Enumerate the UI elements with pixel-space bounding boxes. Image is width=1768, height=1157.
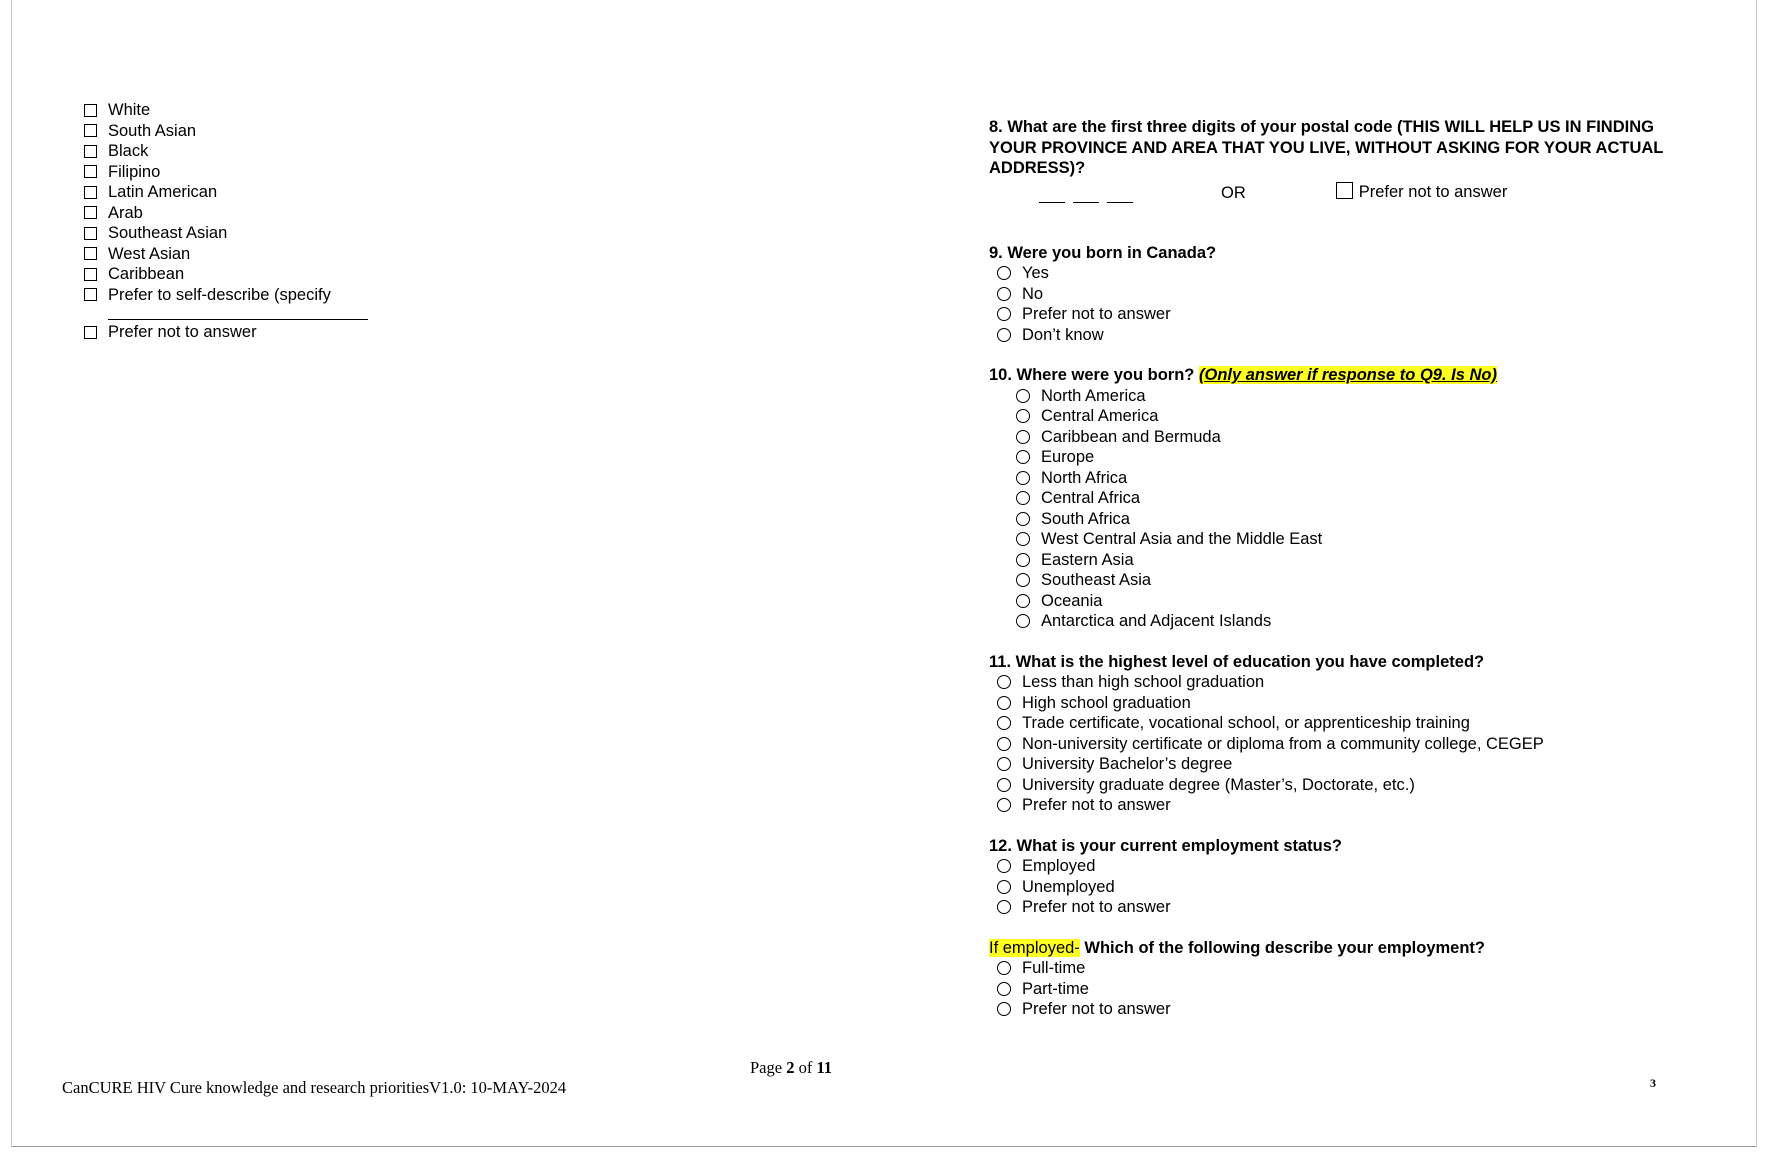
radio-icon[interactable] — [997, 982, 1011, 996]
radio-icon[interactable] — [997, 778, 1011, 792]
q10-option[interactable]: Eastern Asia — [989, 550, 1689, 571]
ethnicity-option[interactable]: Black — [84, 141, 504, 162]
questions-column — [989, 117, 1689, 1020]
q11-option[interactable]: Non-university certificate or diploma from a community college, CEGEP — [989, 734, 1689, 755]
checkbox-icon[interactable] — [84, 104, 97, 117]
q10-option[interactable]: West Central Asia and the Middle East — [989, 529, 1689, 550]
ethnicity-option[interactable]: Caribbean — [84, 264, 504, 285]
checkbox-icon[interactable] — [84, 268, 97, 281]
checkbox-icon[interactable] — [84, 186, 97, 199]
radio-icon[interactable] — [997, 880, 1011, 894]
radio-icon[interactable] — [997, 798, 1011, 812]
radio-icon[interactable] — [997, 287, 1011, 301]
q9-option[interactable]: No — [989, 284, 1689, 305]
radio-icon[interactable] — [1016, 614, 1030, 628]
radio-icon[interactable] — [1016, 409, 1030, 423]
question-9: 9. Were you born in Canada? — [989, 243, 1217, 262]
if-employed-highlight: If employed- — [989, 938, 1080, 957]
q10-option[interactable]: North Africa — [989, 468, 1689, 489]
question-12: 12. What is your current employment status? — [989, 836, 1342, 855]
ethnicity-option[interactable]: Southeast Asian — [84, 223, 504, 244]
postal-digit-1-input[interactable] — [1039, 188, 1065, 203]
q10-option[interactable]: Caribbean and Bermuda — [989, 427, 1689, 448]
question-11: 11. What is the highest level of education you have completed? — [989, 652, 1485, 671]
q11-option[interactable]: Trade certificate, vocational school, or apprenticeship training — [989, 713, 1689, 734]
self-describe-input[interactable] — [108, 305, 368, 320]
employment-type-option[interactable]: Full-time — [989, 958, 1689, 979]
radio-icon[interactable] — [1016, 389, 1030, 403]
ethnicity-option[interactable]: South Asian — [84, 121, 504, 142]
ethnicity-option[interactable]: Filipino — [84, 162, 504, 183]
checkbox-icon[interactable] — [84, 165, 97, 178]
ethnicity-option[interactable]: Arab — [84, 203, 504, 224]
checkbox-icon[interactable] — [1336, 182, 1353, 199]
prefer-not-option[interactable]: Prefer not to answer — [1336, 182, 1508, 203]
ethnicity-list — [84, 100, 504, 343]
postal-digit-2-input[interactable] — [1073, 188, 1099, 203]
radio-icon[interactable] — [997, 328, 1011, 342]
checkbox-icon[interactable] — [84, 247, 97, 260]
radio-icon[interactable] — [997, 859, 1011, 873]
q11-option[interactable]: High school graduation — [989, 693, 1689, 714]
radio-icon[interactable] — [1016, 594, 1030, 608]
radio-icon[interactable] — [1016, 491, 1030, 505]
radio-icon[interactable] — [1016, 450, 1030, 464]
ethnicity-option[interactable]: White — [84, 100, 504, 121]
radio-icon[interactable] — [997, 266, 1011, 280]
radio-icon[interactable] — [997, 716, 1011, 730]
radio-icon[interactable] — [1016, 471, 1030, 485]
checkbox-icon[interactable] — [84, 227, 97, 240]
ethnicity-option[interactable]: Latin American — [84, 182, 504, 203]
employment-type-option[interactable]: Prefer not to answer — [989, 999, 1689, 1020]
radio-icon[interactable] — [997, 1002, 1011, 1016]
radio-icon[interactable] — [1016, 430, 1030, 444]
checkbox-icon[interactable] — [84, 288, 97, 301]
radio-icon[interactable] — [997, 675, 1011, 689]
postal-digit-3-input[interactable] — [1107, 188, 1133, 203]
radio-icon[interactable] — [997, 307, 1011, 321]
q10-option[interactable]: Europe — [989, 447, 1689, 468]
q10-option[interactable]: North America — [989, 386, 1689, 407]
postal-code-row — [989, 181, 1689, 203]
q10-option[interactable]: Central Africa — [989, 488, 1689, 509]
question-employment-type: If employed- Which of the following describe your employment? — [989, 938, 1485, 957]
checkbox-icon[interactable] — [84, 206, 97, 219]
radio-icon[interactable] — [1016, 553, 1030, 567]
q12-option[interactable]: Employed — [989, 856, 1689, 877]
radio-icon[interactable] — [997, 737, 1011, 751]
question-10: 10. Where were you born? (Only answer if response to Q9. Is No) — [989, 366, 1497, 384]
question-8: 8. What are the first three digits of your postal code (THIS WILL HELP US IN FINDING YOUR PROVINCE AND AREA THAT YOU LIVE, WITHOUT ASKING FOR YOUR ACTUAL ADDRESS)? — [989, 118, 1664, 177]
q11-option[interactable]: University Bachelor’s degree — [989, 754, 1689, 775]
ethnicity-option[interactable]: Prefer to self-describe (specify — [84, 285, 504, 306]
employment-type-option[interactable]: Part-time — [989, 979, 1689, 1000]
q10-conditional-note: (Only answer if response to Q9. Is No) — [1198, 366, 1497, 384]
document-title-footer: CanCURE HIV Cure knowledge and research prioritiesV1.0: 10-MAY-2024 — [62, 1078, 567, 1097]
checkbox-icon[interactable] — [84, 124, 97, 137]
radio-icon[interactable] — [997, 900, 1011, 914]
ethnicity-option[interactable]: West Asian — [84, 244, 504, 265]
radio-icon[interactable] — [1016, 512, 1030, 526]
q9-option[interactable]: Prefer not to answer — [989, 304, 1689, 325]
or-label: OR — [1221, 183, 1246, 202]
radio-icon[interactable] — [997, 961, 1011, 975]
q9-option[interactable]: Don’t know — [989, 325, 1689, 346]
checkbox-icon[interactable] — [84, 145, 97, 158]
page-indicator: Page 2 of 11 — [750, 1058, 833, 1077]
q10-option[interactable]: Oceania — [989, 591, 1689, 612]
q12-option[interactable]: Unemployed — [989, 877, 1689, 898]
radio-icon[interactable] — [997, 696, 1011, 710]
ethnicity-option[interactable]: Prefer not to answer — [84, 322, 504, 343]
radio-icon[interactable] — [997, 757, 1011, 771]
q10-option[interactable]: South Africa — [989, 509, 1689, 530]
q10-option[interactable]: Antarctica and Adjacent Islands — [989, 611, 1689, 632]
q11-option[interactable]: University graduate degree (Master’s, Doctorate, etc.) — [989, 775, 1689, 796]
checkbox-icon[interactable] — [84, 326, 97, 339]
q10-option[interactable]: Southeast Asia — [989, 570, 1689, 591]
q11-option[interactable]: Less than high school graduation — [989, 672, 1689, 693]
radio-icon[interactable] — [1016, 532, 1030, 546]
radio-icon[interactable] — [1016, 573, 1030, 587]
q10-option[interactable]: Central America — [989, 406, 1689, 427]
q9-option[interactable]: Yes — [989, 263, 1689, 284]
q11-option[interactable]: Prefer not to answer — [989, 795, 1689, 816]
q12-option[interactable]: Prefer not to answer — [989, 897, 1689, 918]
page-number: 3 — [1650, 1076, 1656, 1090]
